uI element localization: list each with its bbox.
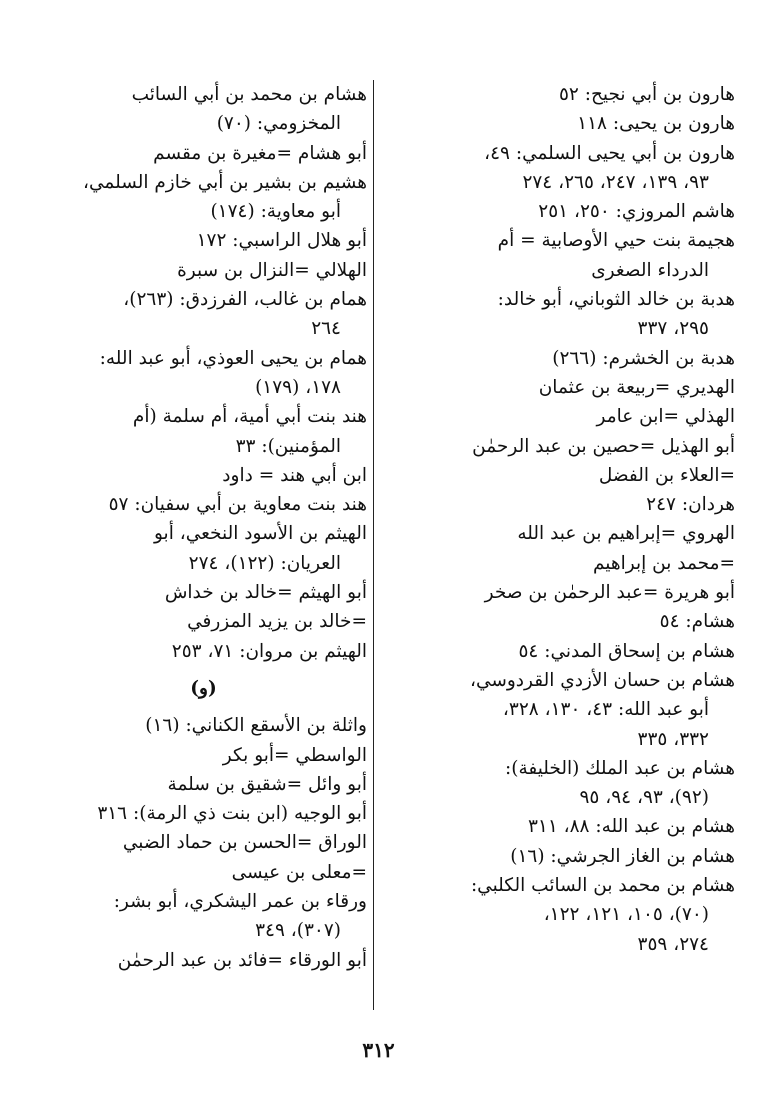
index-entry: همام بن غالب، الفرزدق: (٢٦٣)، xyxy=(123,289,367,311)
index-entry: أبو الهيثم =خالد بن خداش xyxy=(164,582,367,604)
index-entry: =خالد بن يزيد المزرفي xyxy=(187,611,367,633)
index-entry: ورقاء بن عمر اليشكري، أبو بشر: xyxy=(113,891,367,913)
index-entry: المؤمنين): ٣٣ xyxy=(235,435,341,457)
index-entry: (٣٠٧)، ٣٤٩ xyxy=(255,920,341,942)
index-entry: هشام بن إسحاق المدني: ٥٤ xyxy=(518,640,735,662)
index-entry: =العلاء بن الفضل xyxy=(598,464,735,486)
index-entry: الوراق =الحسن بن حماد الضبي xyxy=(122,832,367,854)
index-entry: أبو الورقاء =فائد بن عبد الرحمٰن xyxy=(117,949,367,971)
index-entry: الهذلي =ابن عامر xyxy=(596,406,735,428)
index-entry: الهيثم بن مروان: ٧١، ٢٥٣ xyxy=(171,640,367,662)
index-entry: أبو الوجيه (ابن بنت ذي الرمة): ٣١٦ xyxy=(97,803,367,825)
index-entry: أبو وائل =شقيق بن سلمة xyxy=(167,773,367,795)
index-entry: هند بنت أبي أمية، أم سلمة (أم xyxy=(132,406,367,428)
column-divider xyxy=(373,80,374,1010)
index-entry: أبو الهذيل =حصين بن عبد الرحمٰن xyxy=(472,435,735,457)
index-entry: ١٧٨، (١٧٩) xyxy=(255,376,341,398)
section-heading: (و) xyxy=(190,677,217,699)
index-entry: الدرداء الصغرى xyxy=(591,259,709,281)
index-entry: ٣٣٢، ٣٣٥ xyxy=(637,728,709,750)
index-entry: أبو هلال الراسبي: ١٧٢ xyxy=(196,230,367,252)
index-entry: أبو هشام =مغيرة بن مقسم xyxy=(153,142,367,164)
page-number: ٣١٢ xyxy=(362,1038,395,1062)
index-entry: الهروي =إبراهيم بن عبد الله xyxy=(517,523,735,545)
index-entry: الهلالي =النزال بن سبرة xyxy=(177,259,367,281)
index-entry: هارون بن أبي نجيح: ٥٢ xyxy=(558,84,735,105)
index-entry: الواسطي =أبو بكر xyxy=(222,744,367,766)
index-entry: أبو هريرة =عبد الرحمٰن بن صخر xyxy=(484,582,735,604)
index-entry: المخزومي: (٧٠) xyxy=(216,113,341,135)
index-entry: هشام بن عبد الله: ٨٨، ٣١١ xyxy=(527,816,735,838)
index-entry: همام بن يحيى العوذي، أبو عبد الله: xyxy=(99,347,367,369)
index-entry: هردان: ٢٤٧ xyxy=(646,494,735,516)
index-column-right xyxy=(403,80,735,959)
index-entry: هدبة بن خالد الثوباني، أبو خالد: xyxy=(497,289,735,311)
index-entry: ابن أبي هند = داود xyxy=(222,464,367,486)
index-entry: العريان: (١٢٢)، ٢٧٤ xyxy=(188,552,341,574)
index-entry: هشيم بن بشير بن أبي خازم السلمي، xyxy=(82,171,367,193)
index-entry: هدبة بن الخشرم: (٢٦٦) xyxy=(552,347,735,369)
index-entry: =معلى بن عيسى xyxy=(231,861,367,883)
index-entry: الهديري =ربيعة بن عثمان xyxy=(538,376,735,398)
index-column-left xyxy=(40,80,367,975)
index-entry: هاشم المروزي: ٢٥٠، ٢٥١ xyxy=(538,201,735,223)
index-entry: أبو معاوية: (١٧٤) xyxy=(210,201,341,223)
index-entry: هشام بن الغاز الجرشي: (١٦) xyxy=(510,845,735,867)
index-entry: هشام: ٥٤ xyxy=(659,611,735,633)
index-entry: ٢٩٥، ٣٣٧ xyxy=(637,318,709,340)
index-entry: ٢٧٤، ٣٥٩ xyxy=(637,933,709,955)
index-entry: هشام بن محمد بن أبي السائب xyxy=(131,84,367,105)
index-entry: ٩٣، ١٣٩، ٢٤٧، ٢٦٥، ٢٧٤ xyxy=(522,171,709,193)
index-entry: (٩٢)، ٩٣، ٩٤، ٩٥ xyxy=(579,787,709,809)
index-entry: هجيمة بنت حيي الأوصابية = أم xyxy=(497,230,735,252)
index-entry: الهيثم بن الأسود النخعي، أبو xyxy=(154,523,367,545)
index-entry: هشام بن محمد بن السائب الكلبي: xyxy=(470,875,735,897)
index-entry: ٢٦٤ xyxy=(311,318,341,340)
index-entry: (٧٠)، ١٠٥، ١٢١، ١٢٢، xyxy=(543,904,709,926)
index-entry: هشام بن عبد الملك (الخليفة): xyxy=(505,757,735,779)
index-entry: هشام بن حسان الأزدي القردوسي، xyxy=(469,669,735,691)
index-entry: هارون بن أبي يحيى السلمي: ٤٩، xyxy=(484,142,735,164)
index-entry: أبو عبد الله: ٤٣، ١٣٠، ٣٢٨، xyxy=(502,699,709,721)
index-entry: واثلة بن الأسقع الكناني: (١٦) xyxy=(145,715,367,737)
index-entry: هارون بن يحيى: ١١٨ xyxy=(577,113,735,135)
index-entry: =محمد بن إبراهيم xyxy=(592,552,735,574)
index-entry: هند بنت معاوية بن أبي سفيان: ٥٧ xyxy=(108,494,367,516)
